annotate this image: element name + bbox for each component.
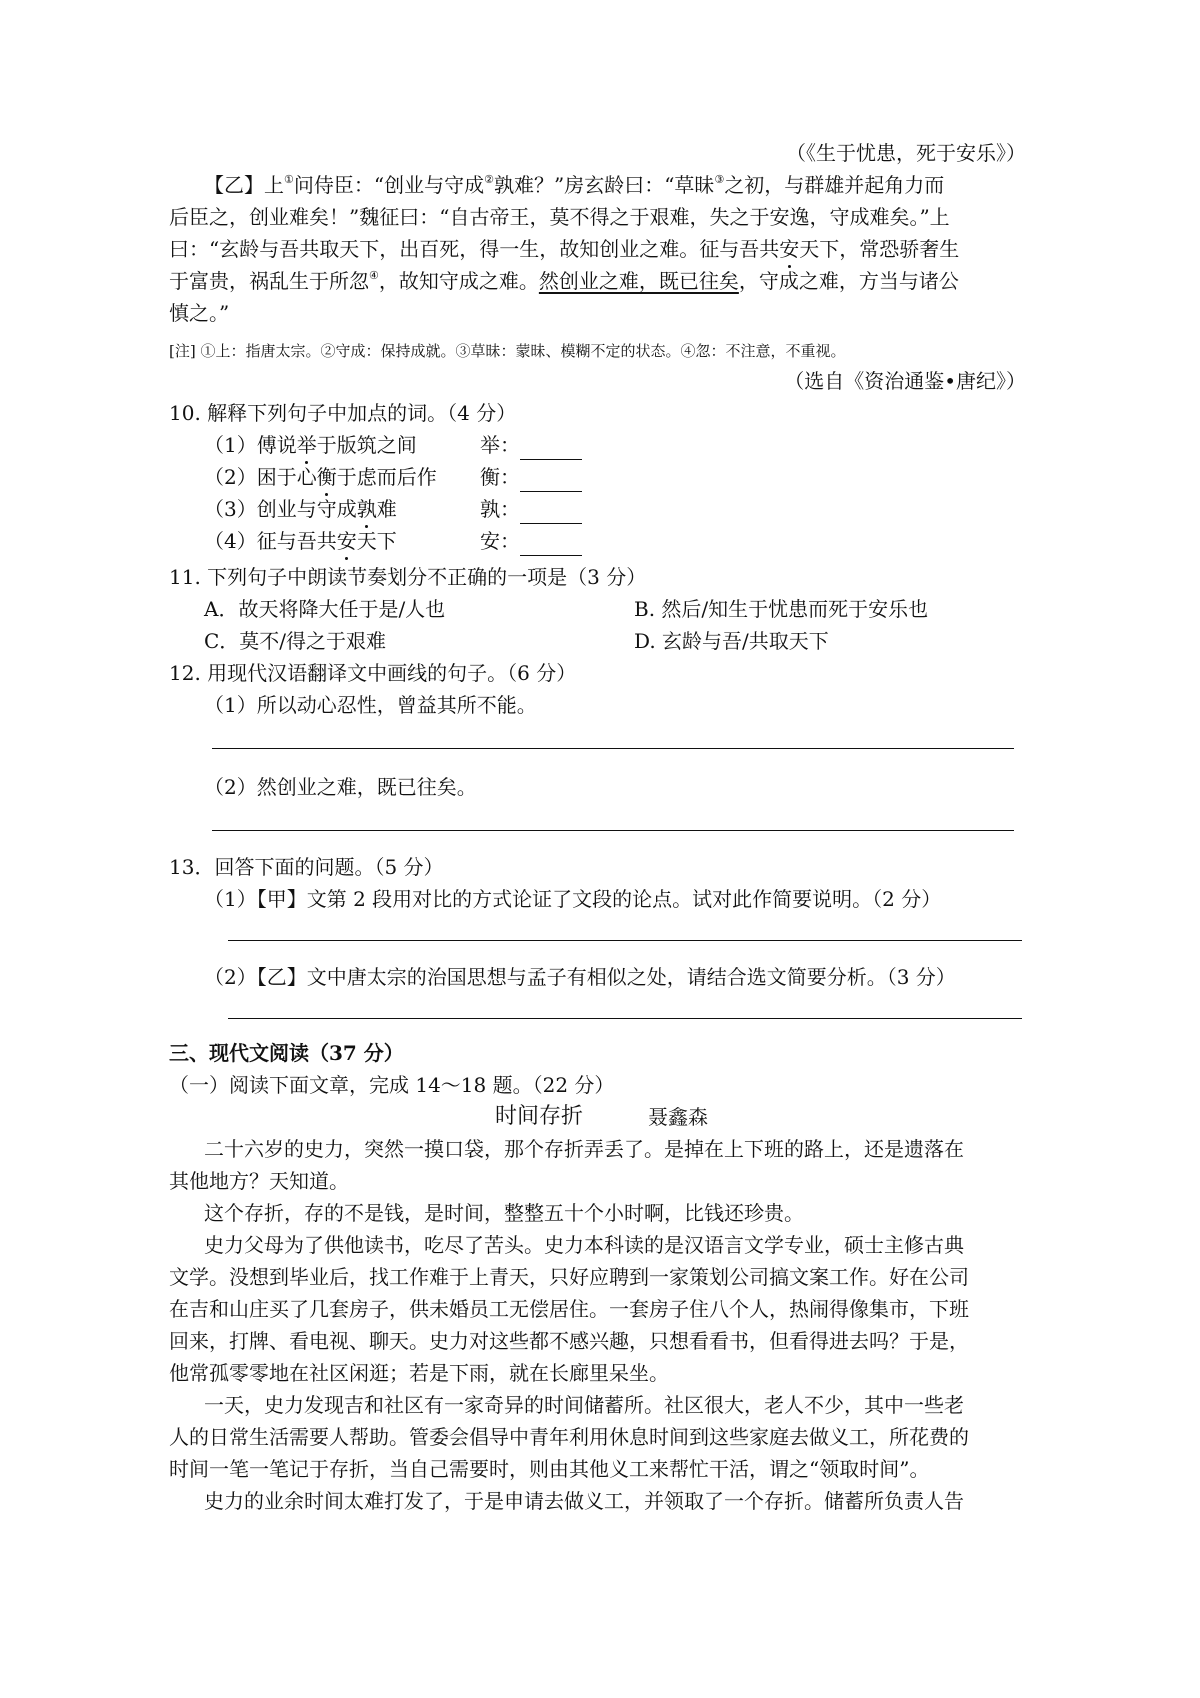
q10-answer-4[interactable]: 安：	[480, 526, 582, 556]
answer-blank	[520, 503, 582, 524]
section-3-title: 三、现代文阅读（37 分）	[169, 1041, 404, 1065]
story-line: 回来，打牌、看电视、聊天。史力对这些都不感兴趣，只想看看书，但看得进去吗？于是，	[169, 1329, 969, 1353]
story-author: 聂鑫森	[648, 1105, 708, 1129]
question-12-title: 12. 用现代汉语翻译文中画线的句子。（6 分）	[169, 661, 577, 685]
passage-b-line-3: 曰：“玄龄与吾共取天下，出百死，得一生，故知创业之难。征与吾共安天下，常恐骄奢生	[169, 234, 959, 264]
q12-item-2: （2）然创业之难，既已往矣。	[204, 775, 477, 799]
question-13-title: 13．回答下面的问题。（5 分）	[169, 855, 444, 879]
underlined-sentence: 然创业之难，既已往矣	[538, 269, 739, 293]
question-11-title: 11. 下列句子中朗读节奏划分不正确的一项是（3 分）	[169, 565, 647, 589]
answer-line[interactable]	[228, 1018, 1022, 1019]
answer-blank	[520, 535, 582, 556]
story-line: 在吉和山庄买了几套房子，供未婚员工无偿居住。一套房子住八个人，热闹得像集市，下班	[169, 1297, 969, 1321]
answer-line[interactable]	[228, 940, 1022, 941]
source-citation-b: （选自《资治通鉴•唐纪》）	[784, 369, 1026, 393]
story-line: 人的日常生活需要人帮助。管委会倡导中青年利用休息时间到这些家庭去做义工，所花费的	[169, 1425, 969, 1449]
passage-b-line-5: 慎之。”	[169, 301, 230, 325]
q10-item-2: （2）困于心衡于虑而后作	[204, 462, 437, 492]
story-line: 文学。没想到毕业后，找工作难于上青天，只好应聘到一家策划公司搞文案工作。好在公司	[169, 1265, 969, 1289]
dotted-char: 安	[779, 234, 799, 264]
q10-answer-2[interactable]: 衡：	[480, 462, 582, 492]
story-line: 其他地方？天知道。	[169, 1169, 349, 1193]
q11-option-b[interactable]: B. 然后/知生于忧患而死于安乐也	[634, 597, 929, 621]
story-line: 史力的业余时间太难打发了，于是申请去做义工，并领取了一个存折。储蓄所负责人告	[204, 1489, 964, 1513]
q10-item-1: （1）傅说举于版筑之间	[204, 430, 417, 460]
q11-option-a[interactable]: A．故天将降大任于是/人也	[204, 597, 446, 621]
section-3-subtitle: （一）阅读下面文章，完成 14～18 题。（22 分）	[169, 1073, 615, 1097]
q10-item-3: （3）创业与守成孰难	[204, 494, 397, 524]
q13-item-1: （1）【甲】文第 2 段用对比的方式论证了文段的论点。试对此作简要说明。（2 分）	[204, 887, 942, 911]
q11-option-c[interactable]: C．莫不/得之于艰难	[204, 629, 387, 653]
q12-item-1: （1）所以动心忍性，曾益其所不能。	[204, 693, 537, 717]
question-10-title: 10. 解释下列句子中加点的词。（4 分）	[169, 401, 517, 425]
answer-line[interactable]	[212, 748, 1014, 749]
footnote: [注] ①上：指唐太宗。②守成：保持成就。③草昧：蒙昧、模糊不定的状态。④忽：不注意，不重视。	[169, 342, 846, 360]
q13-item-2: （2）【乙】文中唐太宗的治国思想与孟子有相似之处，请结合选文简要分析。（3 分）	[204, 965, 956, 989]
story-line: 时间一笔一笔记于存折，当自己需要时，则由其他义工来帮忙干活，谓之“领取时间”。	[169, 1457, 930, 1481]
story-line: 这个存折，存的不是钱，是时间，整整五十个小时啊，比钱还珍贵。	[204, 1201, 804, 1225]
source-citation-a: （《生于忧患，死于安乐》）	[786, 141, 1026, 165]
passage-b-line-2: 后臣之，创业难矣！”魏征曰：“自古帝王，莫不得之于艰难，失之于安逸，守成难矣。”上	[169, 205, 950, 229]
story-line: 史力父母为了供他读书，吃尽了苦头。史力本科读的是汉语言文学专业，硕士主修古典	[204, 1233, 964, 1257]
answer-blank	[520, 439, 582, 460]
q10-answer-3[interactable]: 孰：	[480, 494, 582, 524]
answer-line[interactable]	[212, 830, 1014, 831]
story-title: 时间存折	[495, 1104, 584, 1129]
story-line: 一天，史力发现吉和社区有一家奇异的时间储蓄所。社区很大，老人不少，其中一些老	[204, 1393, 964, 1417]
q10-item-4: （4）征与吾共安天下	[204, 526, 397, 556]
story-line: 他常孤零零地在社区闲逛；若是下雨，就在长廊里呆坐。	[169, 1361, 669, 1385]
q10-answer-1[interactable]: 举：	[480, 430, 582, 460]
story-line: 二十六岁的史力，突然一摸口袋，那个存折弄丢了。是掉在上下班的路上，还是遗落在	[204, 1137, 964, 1161]
passage-b-line-1: 【乙】上①问侍臣：“创业与守成②孰难？”房玄龄曰：“草昧③之初，与群雄并起角力而	[204, 173, 945, 197]
answer-blank	[520, 471, 582, 492]
passage-b-line-4: 于富贵，祸乱生于所忽④，故知守成之难。然创业之难，既已往矣，守成之难，方当与诸公	[169, 269, 959, 293]
q11-option-d[interactable]: D. 玄龄与吾/共取天下	[634, 629, 829, 653]
